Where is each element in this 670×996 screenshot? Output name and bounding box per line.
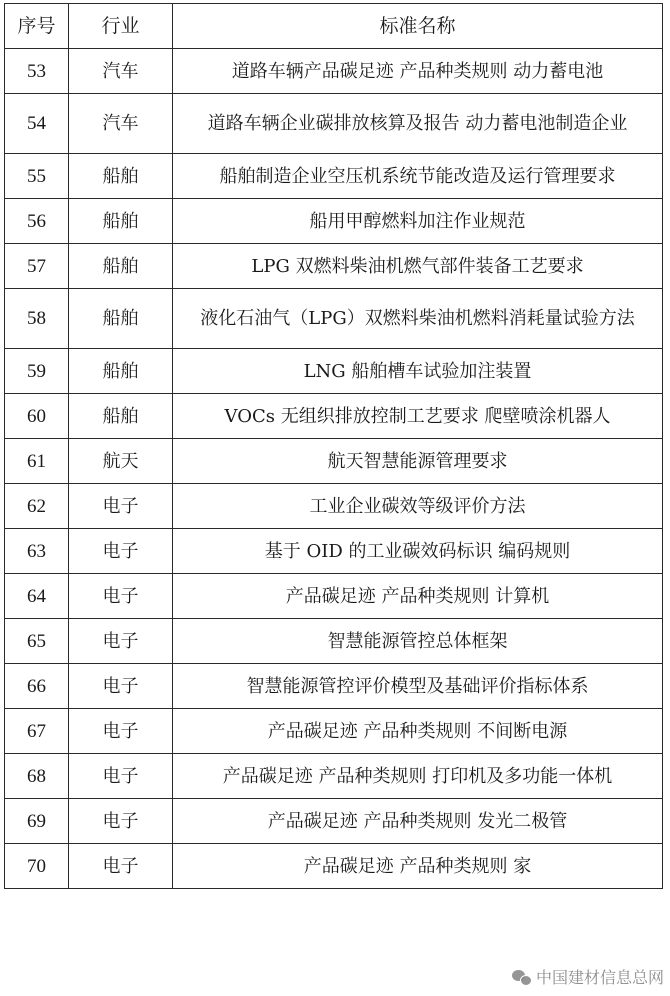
row-standard-name: 智慧能源管控总体框架 bbox=[173, 619, 663, 664]
table-row bbox=[5, 349, 663, 394]
row-number: 63 bbox=[5, 529, 69, 574]
table-row bbox=[5, 844, 663, 889]
watermark bbox=[512, 965, 664, 988]
row-number: 65 bbox=[5, 619, 69, 664]
table-row bbox=[5, 529, 663, 574]
row-industry: 电子 bbox=[69, 664, 173, 709]
table-row bbox=[5, 619, 663, 664]
header-number: 序号 bbox=[5, 4, 69, 49]
row-number: 69 bbox=[5, 799, 69, 844]
row-industry: 电子 bbox=[69, 799, 173, 844]
row-industry: 汽车 bbox=[69, 94, 173, 154]
row-standard-name: 道路车辆企业碳排放核算及报告 动力蓄电池制造企业 bbox=[173, 94, 663, 154]
row-industry: 电子 bbox=[69, 529, 173, 574]
row-industry: 船舶 bbox=[69, 394, 173, 439]
row-number: 57 bbox=[5, 244, 69, 289]
row-standard-name: 液化石油气（LPG）双燃料柴油机燃料消耗量试验方法 bbox=[173, 289, 663, 349]
row-standard-name: LNG 船舶槽车试验加注装置 bbox=[173, 349, 663, 394]
header-standard-name: 标准名称 bbox=[173, 4, 663, 49]
standards-table bbox=[4, 3, 663, 889]
row-standard-name: 道路车辆产品碳足迹 产品种类规则 动力蓄电池 bbox=[173, 49, 663, 94]
row-industry: 船舶 bbox=[69, 289, 173, 349]
row-number: 68 bbox=[5, 754, 69, 799]
row-standard-name: 产品碳足迹 产品种类规则 发光二极管 bbox=[173, 799, 663, 844]
table-row bbox=[5, 709, 663, 754]
table-row bbox=[5, 244, 663, 289]
table-row bbox=[5, 289, 663, 349]
row-industry: 船舶 bbox=[69, 244, 173, 289]
row-industry: 电子 bbox=[69, 709, 173, 754]
row-standard-name: 产品碳足迹 产品种类规则 打印机及多功能一体机 bbox=[173, 754, 663, 799]
row-standard-name: 产品碳足迹 产品种类规则 不间断电源 bbox=[173, 709, 663, 754]
row-industry: 电子 bbox=[69, 574, 173, 619]
table-row bbox=[5, 154, 663, 199]
table-header-row bbox=[5, 4, 663, 49]
table-row bbox=[5, 439, 663, 484]
row-industry: 电子 bbox=[69, 484, 173, 529]
row-standard-name: 船用甲醇燃料加注作业规范 bbox=[173, 199, 663, 244]
row-number: 54 bbox=[5, 94, 69, 154]
row-industry: 电子 bbox=[69, 844, 173, 889]
row-industry: 汽车 bbox=[69, 49, 173, 94]
row-number: 70 bbox=[5, 844, 69, 889]
row-standard-name: 智慧能源管控评价模型及基础评价指标体系 bbox=[173, 664, 663, 709]
row-number: 56 bbox=[5, 199, 69, 244]
row-standard-name: 产品碳足迹 产品种类规则 计算机 bbox=[173, 574, 663, 619]
row-number: 64 bbox=[5, 574, 69, 619]
table-row bbox=[5, 94, 663, 154]
row-number: 53 bbox=[5, 49, 69, 94]
table-row bbox=[5, 484, 663, 529]
row-standard-name: 基于 OID 的工业碳效码标识 编码规则 bbox=[173, 529, 663, 574]
wechat-icon bbox=[512, 969, 532, 985]
row-standard-name: 工业企业碳效等级评价方法 bbox=[173, 484, 663, 529]
row-industry: 船舶 bbox=[69, 154, 173, 199]
header-industry: 行业 bbox=[69, 4, 173, 49]
row-industry: 电子 bbox=[69, 619, 173, 664]
row-standard-name: VOCs 无组织排放控制工艺要求 爬壁喷涂机器人 bbox=[173, 394, 663, 439]
watermark-text: 中国建材信息总网 bbox=[535, 968, 664, 987]
row-industry: 电子 bbox=[69, 754, 173, 799]
table-row bbox=[5, 799, 663, 844]
row-standard-name: 产品碳足迹 产品种类规则 家 bbox=[173, 844, 663, 889]
table-row bbox=[5, 754, 663, 799]
row-number: 62 bbox=[5, 484, 69, 529]
row-number: 60 bbox=[5, 394, 69, 439]
row-number: 67 bbox=[5, 709, 69, 754]
row-number: 59 bbox=[5, 349, 69, 394]
row-number: 55 bbox=[5, 154, 69, 199]
row-industry: 船舶 bbox=[69, 199, 173, 244]
table-row bbox=[5, 664, 663, 709]
table-row bbox=[5, 49, 663, 94]
row-number: 66 bbox=[5, 664, 69, 709]
row-number: 58 bbox=[5, 289, 69, 349]
table-row bbox=[5, 574, 663, 619]
row-industry: 船舶 bbox=[69, 349, 173, 394]
table-row bbox=[5, 199, 663, 244]
row-number: 61 bbox=[5, 439, 69, 484]
row-standard-name: 航天智慧能源管理要求 bbox=[173, 439, 663, 484]
row-standard-name: LPG 双燃料柴油机燃气部件装备工艺要求 bbox=[173, 244, 663, 289]
row-standard-name: 船舶制造企业空压机系统节能改造及运行管理要求 bbox=[173, 154, 663, 199]
row-industry: 航天 bbox=[69, 439, 173, 484]
table-row bbox=[5, 394, 663, 439]
